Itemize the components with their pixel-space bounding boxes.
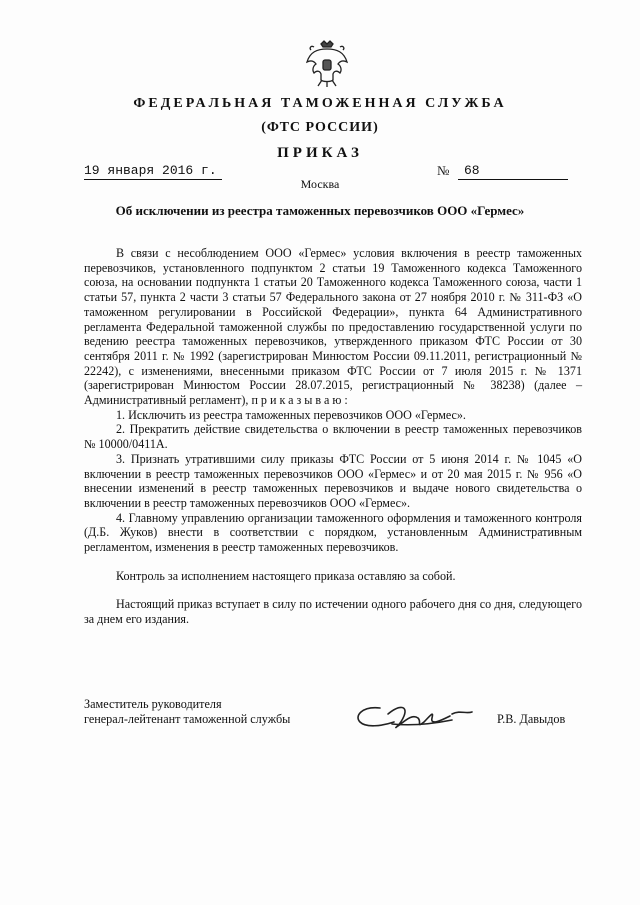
handwritten-signature bbox=[352, 700, 492, 734]
document-type-title: ПРИКАЗ bbox=[277, 145, 363, 161]
order-item-4: 4. Главному управлению организации таможенного оформления и таможенного контроля (Д.Б. Жуков) внести в соответствии с порядком, установленным Административным регламентом, изменения в реестр таможенных перевозчиков. bbox=[84, 510, 582, 555]
preamble-text: В связи с несоблюдением ООО «Гермес» условия включения в реестр таможенных перевозчиков, установленного подпунктом 2 статьи 19 Таможенного кодекса Таможенного союза, на основании подпункта 1 статьи 20 Таможенного кодекса Таможенного союза, части 1 статьи 57, пункта 2 части 3 статьи 57 Федерального закона от 27 ноября 2010 г. № 311-ФЗ «О таможенном регулировании в Российской Федерации», пункта 64 Административного регламента Федеральной таможенной службы по предоставлению государственной услуги по ведению реестра таможенных перевозчиков, утвержденного приказом ФТС России от 30 сентября 2011 г. № 1992 (зарегистрирован Минюстом России 09.11.2011, регистрационный № 22242), с изменениями, внесенными приказом ФТС России от 7 июля 2015 г. № 1371 (зарегистрирован Минюстом России 28.07.2015, регистрационный № 38238) (далее – Административный регламент), bbox=[84, 246, 582, 408]
order-number-sign: № bbox=[437, 163, 450, 178]
signatory-position-line-1: Заместитель руководителя bbox=[84, 697, 222, 711]
order-body bbox=[84, 246, 582, 627]
order-item-2: 2. Прекратить действие свидетельства о включении в реестр таможенных перевозчиков № 10000/0411А. bbox=[84, 422, 582, 452]
order-date: 19 января 2016 г. bbox=[84, 163, 222, 180]
agency-abbreviation: (ФТС РОССИИ) bbox=[261, 120, 379, 135]
order-city: Москва bbox=[300, 177, 340, 191]
double-headed-eagle-coat-of-arms-icon bbox=[305, 40, 349, 88]
order-word: приказываю: bbox=[251, 393, 351, 408]
signatory-name: Р.В. Давыдов bbox=[497, 712, 566, 726]
signatory-position-line-2: генерал-лейтенант таможенной службы bbox=[84, 712, 291, 726]
order-number: 68 bbox=[458, 163, 568, 180]
preamble-paragraph bbox=[84, 246, 582, 408]
agency-name: ФЕДЕРАЛЬНАЯ ТАМОЖЕННАЯ СЛУЖБА bbox=[133, 96, 507, 111]
order-item-3: 3. Признать утратившими силу приказы ФТС России от 5 июня 2014 г. № 1045 «О включении в реестр таможенных перевозчиков ООО «Гермес» и от 20 мая 2015 г. № 956 «О внесении изменений в реестр таможенных перевозчиков и выдаче нового свидетельства о включении в реестр таможенных перевозчиков ООО «Гермес». bbox=[84, 451, 582, 510]
control-paragraph: Контроль за исполнением настоящего приказа оставляю за собой. bbox=[116, 568, 456, 583]
effect-paragraph: Настоящий приказ вступает в силу по истечении одного рабочего дня со дня, следующего за днем его издания. bbox=[84, 597, 582, 627]
order-subject: Об исключении из реестра таможенных перевозчиков ООО «Гермес» bbox=[115, 203, 525, 218]
signatory-position bbox=[84, 697, 290, 727]
order-item-1: 1. Исключить из реестра таможенных перевозчиков ООО «Гермес». bbox=[116, 407, 466, 422]
